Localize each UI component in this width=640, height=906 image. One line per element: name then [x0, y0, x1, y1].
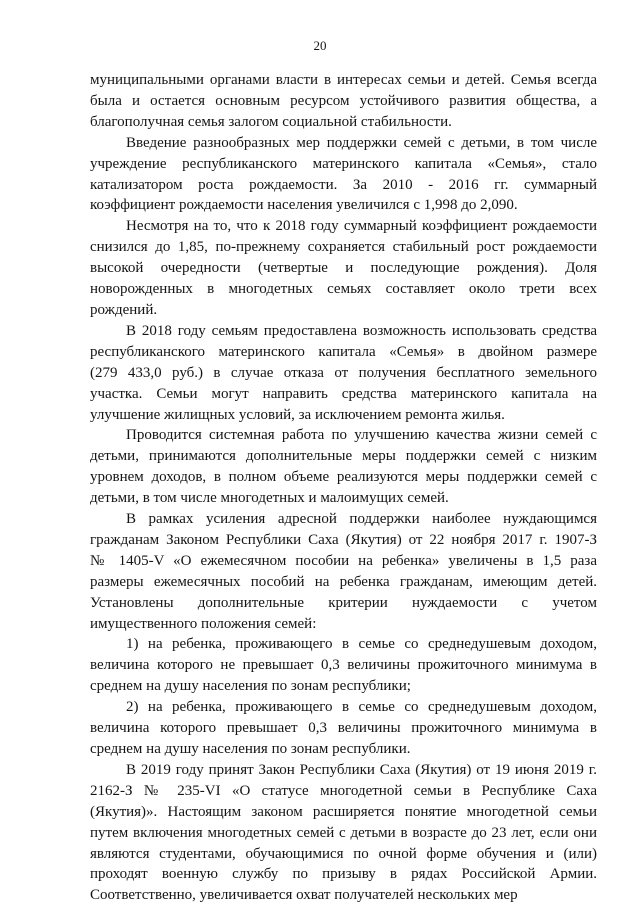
text-line: среднем на душу населения по зонам республики; [90, 678, 411, 695]
text-line: Введение разнообразных мер поддержки семей с детьми, в том числе [126, 134, 597, 151]
text-line: детьми, принимаются дополнительные меры поддержки семей с низким [90, 448, 597, 465]
text-line: республиканского материнского капитала «Семья» в двойном размере [90, 343, 597, 360]
paragraph [90, 70, 597, 133]
text-line: Соответственно, увеличивается охват получателей нескольких мер [90, 887, 518, 904]
text-line: В 2018 году семьям предоставлена возможность использовать средства [126, 322, 597, 339]
text-line: новорожденных в многодетных семьях составляет около трети всех [90, 281, 597, 298]
text-line: (Якутия)». Настоящим законом расширяется понятие многодетной семьи [90, 803, 597, 820]
page-number: 20 [313, 38, 327, 53]
text-line: 2162-З № 235-VI «О статусе многодетной семьи в Республике Саха [90, 782, 597, 799]
text-line: В 2019 году принят Закон Республики Саха (Якутия) от 19 июня 2019 г. [126, 761, 597, 778]
text-line: детьми, в том числе многодетных и малоимущих семей. [90, 490, 449, 507]
text-line: Установлены дополнительные критерии нуждаемости с учетом [90, 594, 597, 611]
text-line: гражданам Законом Республики Саха (Якутия) от 22 ноября 2017 г. 1907-З [90, 531, 597, 548]
paragraph [90, 216, 597, 321]
text-line: катализатором роста рождаемости. За 2010 - 2016 гг. суммарный [90, 176, 597, 193]
text-line: среднем на душу населения по зонам республики. [90, 741, 411, 757]
text-line: (279 433,0 руб.) в случае отказа от получения бесплатного земельного [90, 364, 597, 381]
text-line: величина которого превышает 0,3 величины прожиточного минимума в [90, 720, 597, 737]
text-line: проходят военную службу по призыву в рядах Российской Армии. [90, 866, 597, 883]
paragraph [90, 697, 597, 760]
document-body [90, 70, 597, 906]
text-line: благополучная семья залогом социальной стабильности. [90, 113, 452, 130]
paragraph [90, 634, 597, 697]
text-line: путем включения многодетных семей с детьми в возрасте до 23 лет, если они [90, 824, 597, 841]
text-line: была и остается основным ресурсом устойчивого развития общества, а [90, 92, 597, 109]
paragraph [90, 425, 597, 509]
paragraph [90, 321, 597, 426]
text-line: муниципальными органами власти в интересах семьи и детей. Семья всегда [90, 72, 597, 88]
paragraph [90, 760, 597, 906]
text-line: величина которого не превышает 0,3 величины прожиточного минимума в [90, 657, 597, 674]
text-line: рождений. [90, 301, 158, 318]
text-line: Несмотря на то, что к 2018 году суммарный коэффициент рождаемости [126, 218, 597, 235]
text-line: 1) на ребенка, проживающего в семье со среднедушевым доходом, [126, 636, 597, 653]
text-line: уровнем доходов, в полном объеме реализуются меры поддержки семей с [90, 469, 597, 486]
text-line: 2) на ребенка, проживающего в семье со среднедушевым доходом, [126, 699, 597, 716]
text-line: В рамках усиления адресной поддержки наиболее нуждающимся [126, 511, 597, 528]
paragraph [90, 133, 597, 217]
text-line: размеры ежемесячных пособий на ребенка гражданам, имеющим детей. [90, 573, 597, 590]
text-line: Проводится системная работа по улучшению качества жизни семей с [126, 427, 597, 444]
text-line: коэффициент рождаемости населения увеличился с 1,998 до 2,090. [90, 197, 518, 214]
text-line: высокой очередности (четвертые и последующие рождения). Доля [90, 260, 597, 277]
text-line: улучшение жилищных условий, за исключением ремонта жилья. [90, 406, 505, 423]
text-line: имущественного положения семей: [90, 615, 317, 632]
text-line: участка. Семьи могут направить средства материнского капитала на [90, 385, 597, 402]
text-line: № 1405-V «О ежемесячном пособии на ребенка» увеличены в 1,5 раза [90, 552, 597, 569]
text-line: учреждение республиканского материнского капитала «Семья», стало [90, 155, 597, 172]
text-line: являются студентами, обучающимися по очной форме обучения и (или) [90, 845, 597, 862]
text-line: снизился до 1,85, по-прежнему сохраняется стабильный рост рождаемости [90, 239, 597, 256]
paragraph [90, 509, 597, 634]
